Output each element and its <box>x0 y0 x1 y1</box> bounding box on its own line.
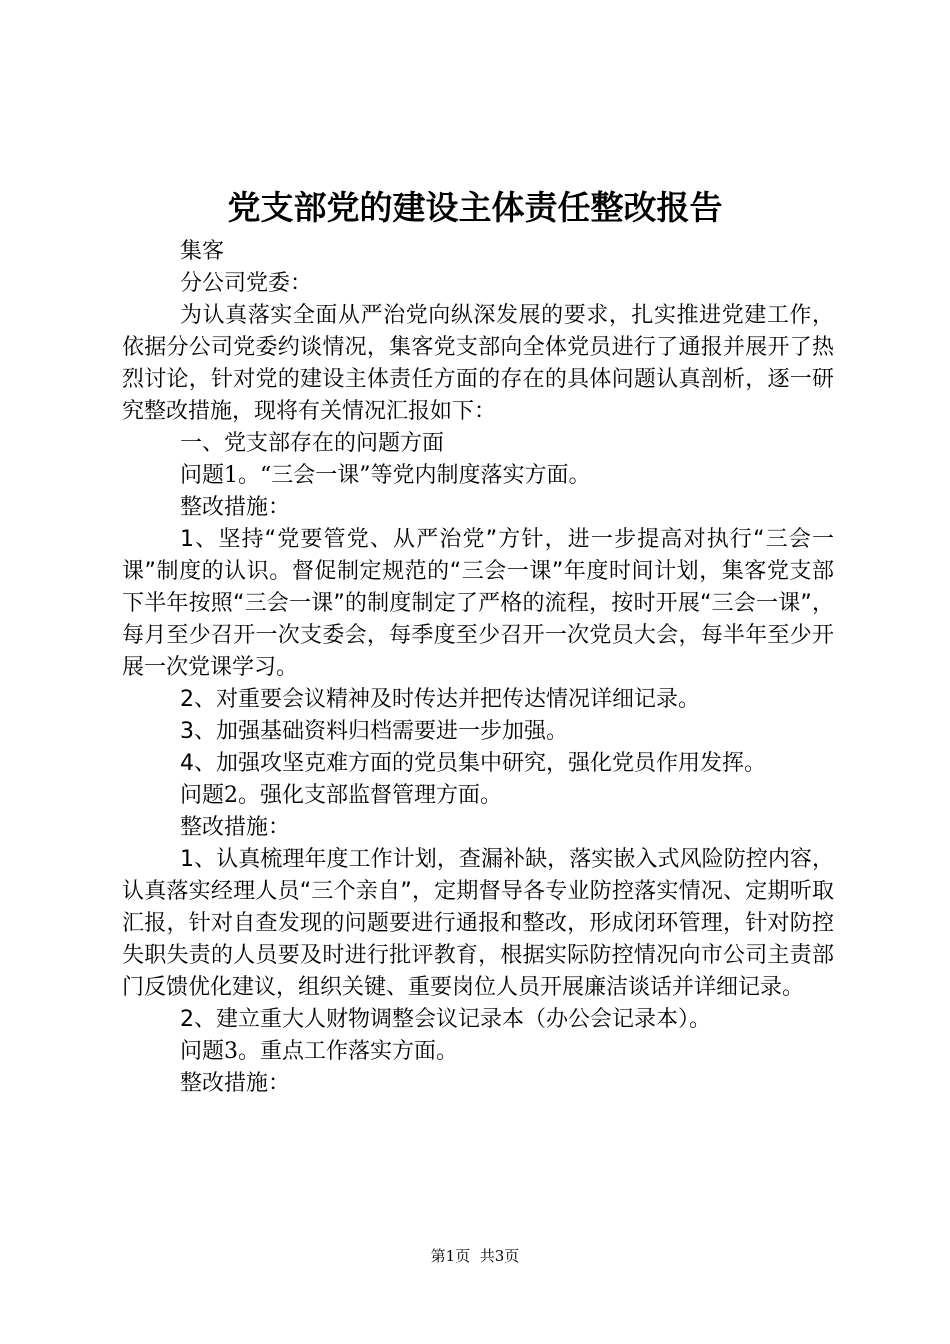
problem-2: 问题2。强化支部监督管理方面。 <box>180 783 502 808</box>
measure-1-3: 3、加强基础资料归档需要进一步加强。 <box>180 719 568 744</box>
measure-1-1: 1、坚持“党要管党、从严治党”方针，进一步提高对执行“三会一课”制度的认识。督促制定规范的“三会一课”年度时间计划，集客党支部下半年按照“三会一课”的制度制定了严格的流程，按时开展“三会一课”，每月至少召开一次支委会，每季度至少召开一次党员大会，每半年至少开展一次党课学习。 <box>122 527 834 680</box>
section-heading: 一、党支部存在的问题方面 <box>180 431 445 456</box>
page-footer <box>0 1246 950 1266</box>
measure-2-2: 2、建立重大人财物调整会议记录本（办公会记录本）。 <box>180 1007 711 1032</box>
addressee-line: 分公司党委： <box>180 271 313 296</box>
problem-1: 问题1。“三会一课”等党内制度落实方面。 <box>180 463 591 488</box>
problem-3: 问题3。重点工作落实方面。 <box>180 1039 458 1064</box>
recipient-line: 集客 <box>180 239 225 264</box>
measure-2-1: 1、认真梳理年度工作计划，查漏补缺，落实嵌入式风险防控内容，认真落实经理人员“三个亲自”，定期督导各专业防控落实情况、定期听取汇报，针对自查发现的问题要进行通报和整改，形成闭环管理，针对防控失职失责的人员要及时进行批评教育，根据实际防控情况向市公司主责部门反馈优化建议，组织关键、重要岗位人员开展廉洁谈话并详细记录。 <box>122 847 834 1000</box>
intro-paragraph: 为认真落实全面从严治党向纵深发展的要求，扎实推进党建工作，依据分公司党委约谈情况，集客党支部向全体党员进行了通报并展开了热烈讨论，针对党的建设主体责任方面的存在的具体问题认真剖析，逐一研究整改措施，现将有关情况汇报如下： <box>122 303 834 424</box>
measure-1-4: 4、加强攻坚克难方面的党员集中研究，强化党员作用发挥。 <box>180 751 766 776</box>
measure-1-2: 2、对重要会议精神及时传达并把传达情况详细记录。 <box>180 687 700 712</box>
page-total: 共3页 <box>479 1247 520 1265</box>
measures-label-2: 整改措施： <box>180 815 291 840</box>
document-body <box>122 236 834 1100</box>
page-number: 第1页 <box>430 1247 471 1265</box>
document-title: 党支部党的建设主体责任整改报告 <box>227 188 723 227</box>
measures-label-3: 整改措施： <box>180 1071 291 1096</box>
measures-label-1: 整改措施： <box>180 495 291 520</box>
